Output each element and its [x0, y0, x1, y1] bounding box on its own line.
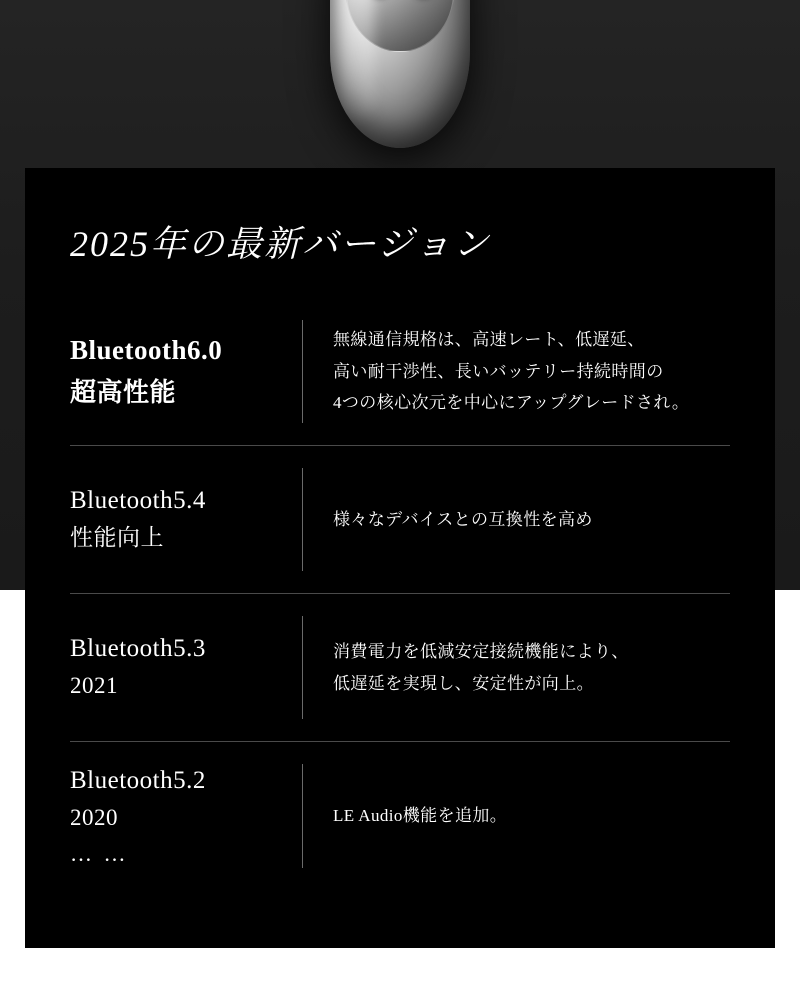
version-label-group	[70, 482, 302, 558]
version-year: 2021	[70, 673, 118, 699]
version-label-group	[70, 330, 302, 413]
table-row	[70, 298, 730, 446]
version-year: 2020	[70, 805, 118, 831]
version-name: Bluetooth5.2	[70, 766, 206, 794]
table-row	[70, 594, 730, 742]
version-description	[303, 504, 730, 535]
version-rows	[70, 298, 730, 890]
version-description	[303, 800, 730, 831]
version-name: Bluetooth5.3	[70, 634, 206, 662]
case-highlight	[340, 0, 374, 120]
description-line: 低遅延を実現し、安定性が向上。	[333, 673, 594, 693]
description-line: 無線通信規格は、高速レート、低遅延、	[333, 330, 645, 350]
version-description	[303, 636, 730, 699]
version-label-group	[70, 630, 302, 706]
version-subtitle: 性能向上	[70, 525, 164, 551]
table-row	[70, 446, 730, 594]
version-name: Bluetooth6.0	[70, 334, 223, 365]
table-row	[70, 742, 730, 890]
version-name: Bluetooth5.4	[70, 486, 206, 514]
description-line: 4つの核心次元を中心にアップグレードされ。	[333, 393, 690, 413]
version-subtitle: 超高性能	[70, 377, 177, 407]
description-line: 様々なデバイスとの互換性を高め	[333, 509, 593, 529]
version-description	[303, 324, 730, 418]
description-line: 消費電力を低減安定接続機能により、	[333, 642, 629, 662]
version-label-group	[70, 762, 302, 871]
description-line: 高い耐干渉性、長いバッテリー持続時間の	[333, 361, 664, 381]
card-title: 2025年の最新バージョン	[70, 224, 491, 264]
version-comparison-card	[25, 168, 775, 948]
version-ellipsis: … …	[70, 841, 129, 867]
description-line: LE Audio機能を追加。	[333, 806, 508, 826]
